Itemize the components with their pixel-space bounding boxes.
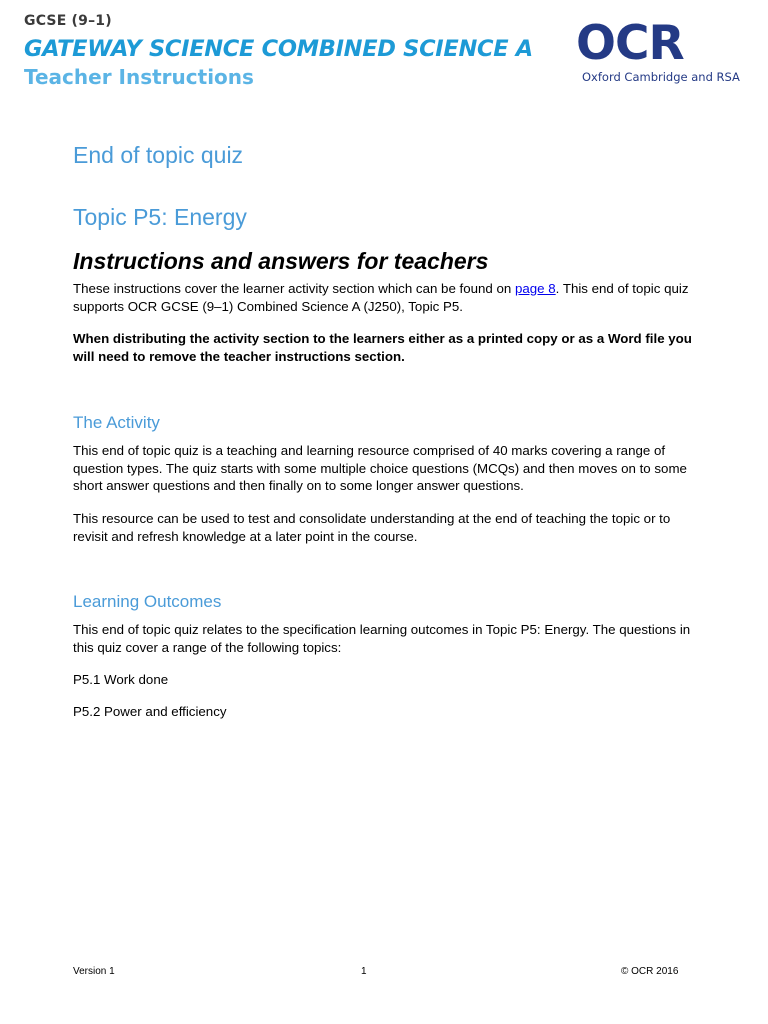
outcome-item: P5.2 Power and efficiency [73, 704, 227, 719]
qualification-label: GCSE (9–1) [24, 13, 112, 29]
footer-page-number: 1 [361, 966, 367, 977]
activity-paragraph: This end of topic quiz is a teaching and learning resource comprised of 40 marks covering a range of question types. The quiz starts with some multiple choice questions (MCQs) and then moves on to some short answer questions and then finally on to some longer answer questions. [73, 443, 687, 493]
ocr-logo [576, 18, 738, 88]
page-title: End of topic quiz [73, 142, 244, 168]
activity-heading: The Activity [73, 413, 160, 432]
outcomes-heading: Learning Outcomes [73, 592, 222, 611]
outcomes-intro: This end of topic quiz relates to the specification learning outcomes in Topic P5: Energy. The questions in this quiz cover a range of the following topics: [73, 622, 691, 655]
intro-text-end: . This end of topic quiz supports OCR GCSE (9–1) Combined Science A (J250), Topic P5. [73, 281, 689, 314]
intro-text-start: These instructions cover the learner activity section which can be found on [73, 281, 515, 296]
instructions-heading: Instructions and answers for teachers [73, 248, 489, 274]
distribution-notice: When distributing the activity section to the learners either as a printed copy or as a Word file you will need to remove the teacher instructions section. [73, 331, 692, 364]
document-type: Teacher Instructions [24, 65, 254, 89]
page-8-link[interactable]: page 8 [515, 281, 556, 296]
footer-version: Version 1 [73, 966, 115, 977]
activity-paragraph: This resource can be used to test and consolidate understanding at the end of teaching the topic or to revisit and refresh knowledge at a later point in the course. [73, 511, 671, 544]
outcome-item: P5.1 Work done [73, 672, 169, 687]
logo-wordmark: OCR [576, 16, 684, 71]
topic-title: Topic P5: Energy [73, 204, 247, 230]
footer-copyright: © OCR 2016 [621, 966, 679, 977]
intro-paragraph [73, 280, 698, 315]
page-header [24, 12, 533, 90]
logo-subtitle: Oxford Cambridge and RSA [582, 70, 740, 84]
series-title: GATEWAY SCIENCE COMBINED SCIENCE A [24, 36, 533, 62]
